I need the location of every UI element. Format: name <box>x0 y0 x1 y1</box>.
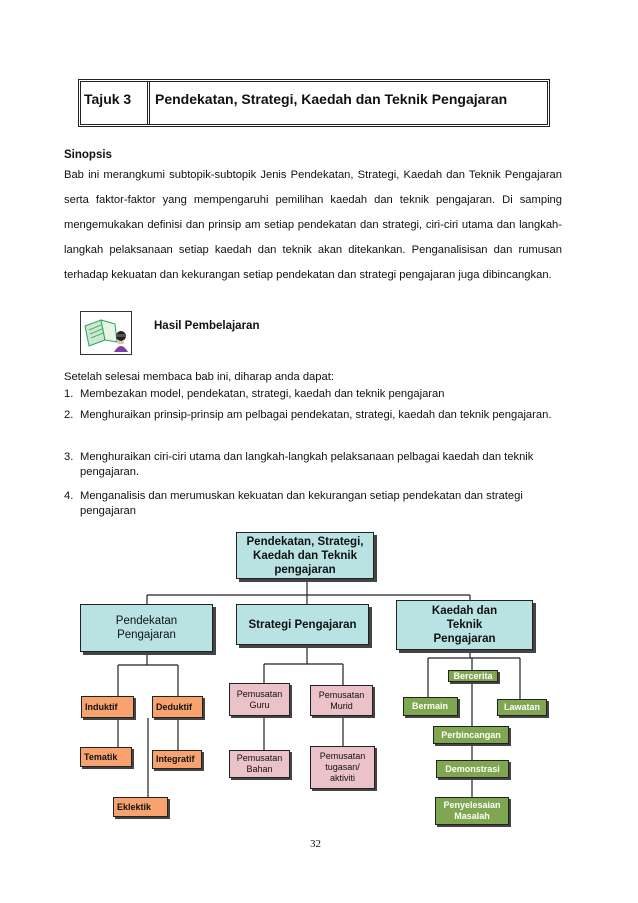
chapter-title: Pendekatan, Strategi, Kaedah dan Teknik Pengajaran <box>155 91 508 107</box>
objective-text: Menganalisis dan merumuskan kekuatan dan kekurangan setiap pendekatan dan strategi pengajaran <box>80 490 523 517</box>
leaf-penyelesaian-masalah: Penyelesaian Masalah <box>435 797 509 825</box>
leaf-pemusatan-bahan: Pemusatan Bahan <box>229 750 290 778</box>
objective-text: Menghuraikan prinsip-prinsip am pelbagai pendekatan, strategi, kaedah dan teknik pengajaran. <box>80 409 552 421</box>
leaf-tematik: Tematik <box>80 747 132 767</box>
objective-number: 4. <box>64 490 74 502</box>
leaf-integratif: Integratif <box>152 750 202 769</box>
leaf-demonstrasi: Demonstrasi <box>436 760 509 778</box>
objective-text: Membezakan model, pendekatan, strategi, kaedah dan teknik pengajaran <box>80 388 445 400</box>
objective-number: 2. <box>64 409 74 421</box>
leaf-deduktif: Deduktif <box>152 696 203 718</box>
diagram-root-node: Pendekatan, Strategi, Kaedah dan Teknik pengajaran <box>236 532 374 579</box>
objective-text: Menghuraikan ciri-ciri utama dan langkah-langkah pelaksanaan pelbagai kaedah dan teknik pengajaran. <box>80 451 534 478</box>
leaf-pemusatan-tugasan: Pemusatan tugasan/ aktiviti <box>310 746 375 789</box>
sinopsis-body: Bab ini merangkumi subtopik-subtopik Jenis Pendekatan, Strategi, Kaedah dan Teknik Pengajaran serta faktor-faktor yang mempengaruhi pemilihan kaedah dan teknik pengajaran. Di samping mengemukakan definisi dan prinsip am setiap pendekatan dan strategi, ciri-ciri utama dan langkah-langkah pelaksanaan setiap kaedah dan teknik akan ditekankan. Penganalisisan dan rumusan terhadap kekuatan dan kekurangan setiap pendekatan dan strategi pengajaran juga dibincangkan. <box>64 169 562 281</box>
page-number: 32 <box>310 838 321 850</box>
leaf-pemusatan-guru: Pemusatan Guru <box>229 683 290 716</box>
leaf-eklektik: Eklektik <box>113 797 168 817</box>
chapter-label: Tajuk 3 <box>84 91 132 107</box>
leaf-bermain: Bermain <box>403 697 458 716</box>
sinopsis-heading: Sinopsis <box>64 149 112 161</box>
leaf-bercerita: Bercerita <box>448 670 498 682</box>
branch-kaedah: Kaedah dan Teknik Pengajaran <box>396 600 533 650</box>
leaf-perbincangan: Perbincangan <box>433 726 509 744</box>
objective-number: 1. <box>64 388 74 400</box>
hasil-heading: Hasil Pembelajaran <box>154 320 260 332</box>
objectives-intro: Setelah selesai membaca bab ini, diharap anda dapat: <box>64 371 334 383</box>
objective-number: 3. <box>64 451 74 463</box>
leaf-induktif: Induktif <box>81 696 134 718</box>
branch-pendekatan: Pendekatan Pengajaran <box>80 604 213 652</box>
leaf-lawatan: Lawatan <box>497 699 547 716</box>
leaf-pemusatan-murid: Pemusatan Murid <box>310 685 373 716</box>
branch-strategi: Strategi Pengajaran <box>236 604 369 645</box>
